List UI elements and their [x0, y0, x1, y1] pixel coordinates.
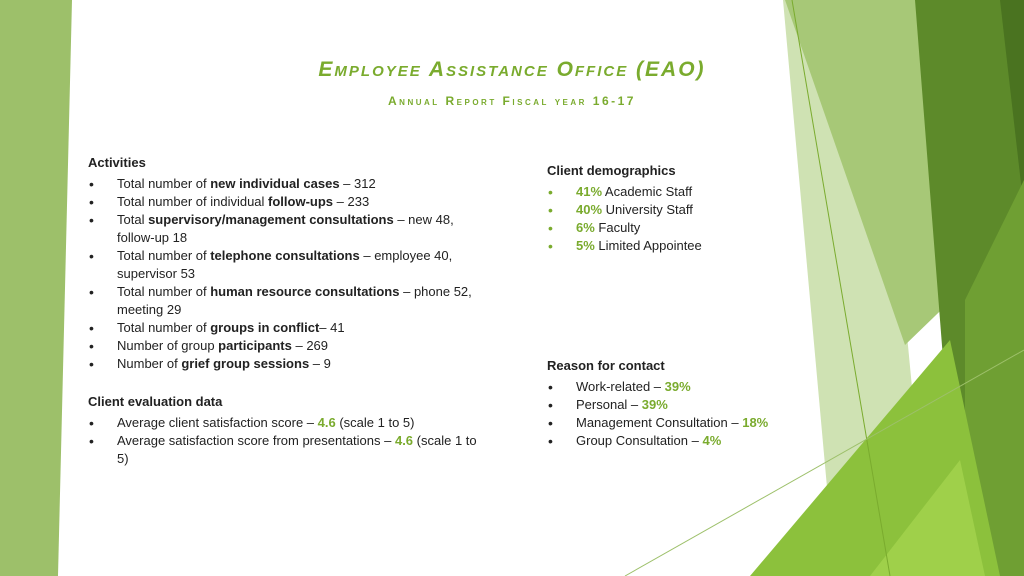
- page-title: Employee Assistance Office (EAO): [318, 58, 706, 81]
- list-item: • Number of group participants – 269: [88, 337, 488, 355]
- list-item: • Total number of telephone consultations – employee 40, supervisor 53: [88, 247, 488, 283]
- list-item: • 41% Academic Staff: [547, 183, 787, 201]
- reasons-list: [547, 378, 807, 450]
- reasons-heading: Reason for contact: [547, 358, 665, 373]
- list-item: • 6% Faculty: [547, 219, 787, 237]
- left-accent-shape: [0, 0, 72, 576]
- list-item: • Average satisfaction score from presentations – 4.6 (scale 1 to 5): [88, 432, 488, 468]
- list-item: • Total supervisory/management consultations – new 48, follow-up 18: [88, 211, 488, 247]
- list-item: • Total number of groups in conflict– 41: [88, 319, 488, 337]
- demographics-list: [547, 183, 787, 255]
- list-item: • Work-related – 39%: [547, 378, 807, 396]
- list-item: • Total number of human resource consultations – phone 52, meeting 29: [88, 283, 488, 319]
- list-item: • 40% University Staff: [547, 201, 787, 219]
- list-item: • 5% Limited Appointee: [547, 237, 787, 255]
- list-item: • Average client satisfaction score – 4.6 (scale 1 to 5): [88, 414, 488, 432]
- list-item: • Total number of individual follow-ups – 233: [88, 193, 488, 211]
- list-item: • Management Consultation – 18%: [547, 414, 807, 432]
- evaluation-list: [88, 414, 488, 468]
- list-item: • Total number of new individual cases – 312: [88, 175, 488, 193]
- activities-list: [88, 175, 488, 373]
- list-item: • Group Consultation – 4%: [547, 432, 807, 450]
- demographics-heading: Client demographics: [547, 163, 676, 178]
- evaluation-heading: Client evaluation data: [88, 394, 223, 409]
- list-item: • Personal – 39%: [547, 396, 807, 414]
- activities-heading: Activities: [88, 155, 146, 170]
- page-subtitle: Annual Report Fiscal year 16-17: [388, 94, 636, 108]
- list-item: • Number of grief group sessions – 9: [88, 355, 488, 373]
